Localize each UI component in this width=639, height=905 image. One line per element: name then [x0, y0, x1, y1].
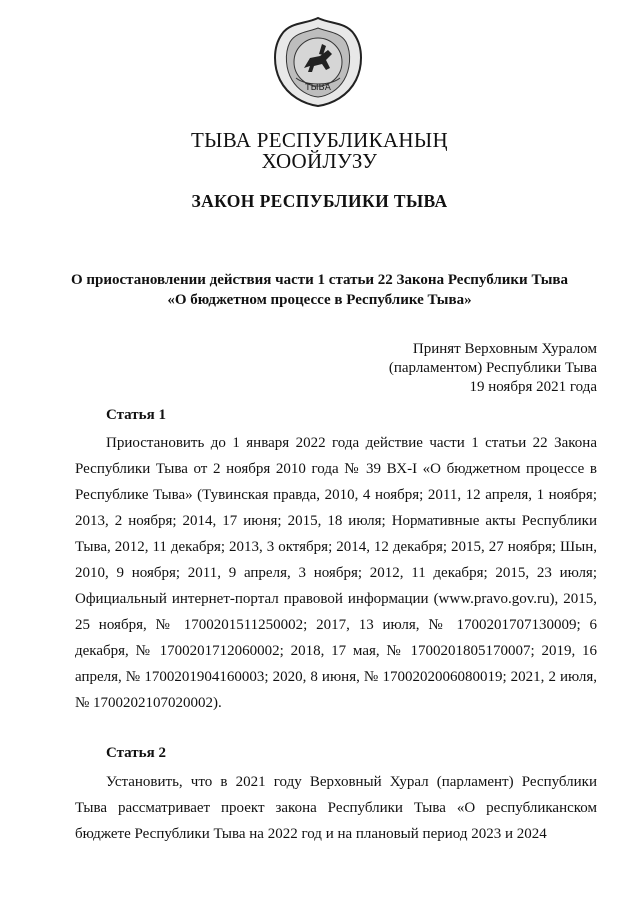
article-1-heading: Статья 1 — [106, 407, 166, 423]
parliament-name — [0, 130, 639, 172]
article-2-heading: Статья 2 — [106, 745, 166, 761]
adoption-date: 19 ноября 2021 года — [469, 379, 597, 395]
adoption-line-2: (парламентом) Республики Тыва — [388, 360, 597, 376]
law-subject — [0, 270, 639, 310]
law-title: ЗАКОН РЕСПУБЛИКИ ТЫВА — [191, 191, 448, 211]
parliament-line-1: ТЫВА РЕСПУБЛИКАНЫҢ — [191, 128, 448, 152]
coat-of-arms-emblem — [270, 14, 366, 110]
adoption-note — [389, 340, 597, 397]
subject-line-2: «О бюджетном процессе в Республике Тыва» — [167, 292, 472, 308]
parliament-line-2: ХООЙЛУЗУ — [261, 149, 378, 173]
emblem-caption: ТЫВА — [305, 83, 331, 93]
adoption-line-1: Принят Верховным Хуралом — [412, 341, 597, 357]
article-2-text: Установить, что в 2021 году Верховный Хурал (парламент) Республики Тыва рассматривает проект закона Республики Тыва «О республиканском бюджете Республики Тыва на 2022 год и на плановый период 2023 и 2024 — [75, 774, 597, 842]
article-1-text: Приостановить до 1 января 2022 года действие части 1 статьи 22 Закона Республики Тыва от 2 ноября 2010 года № 39 ВХ-I «О бюджетном процессе в Республике Тыва» (Тувинская правда, 2010, 4 ноября; 2011, 12 апреля, 1 ноября; 2013, 2 ноября; 2014, 17 июня; 2015, 18 июля; Нормативные акты Республики Тыва, 2012, 11 декабря; 2013, 3 октября; 2014, 12 декабря; 2015, 27 ноября; Шын, 2010, 9 ноября; 2011, 9 апреля, 3 ноября; 2012, 11 декабря; 2015, 23 июля; Официальный интернет-портал правовой информации (www.pravo.gov.ru), 2015, 25 ноября, № 1700201511250002; 2017, 13 июля, № 1700201707130009; 6 декабря, № 1700201712060002; 2018, 17 мая, № 1700201805170007; 2019, 16 апреля, № 1700201904160003; 2020, 8 июня, № 1700202006080019; 2021, 2 июля, № 1700202107020002). — [75, 435, 597, 711]
subject-line-1: О приостановлении действия части 1 статьи 22 Закона Республики Тыва — [70, 272, 569, 288]
